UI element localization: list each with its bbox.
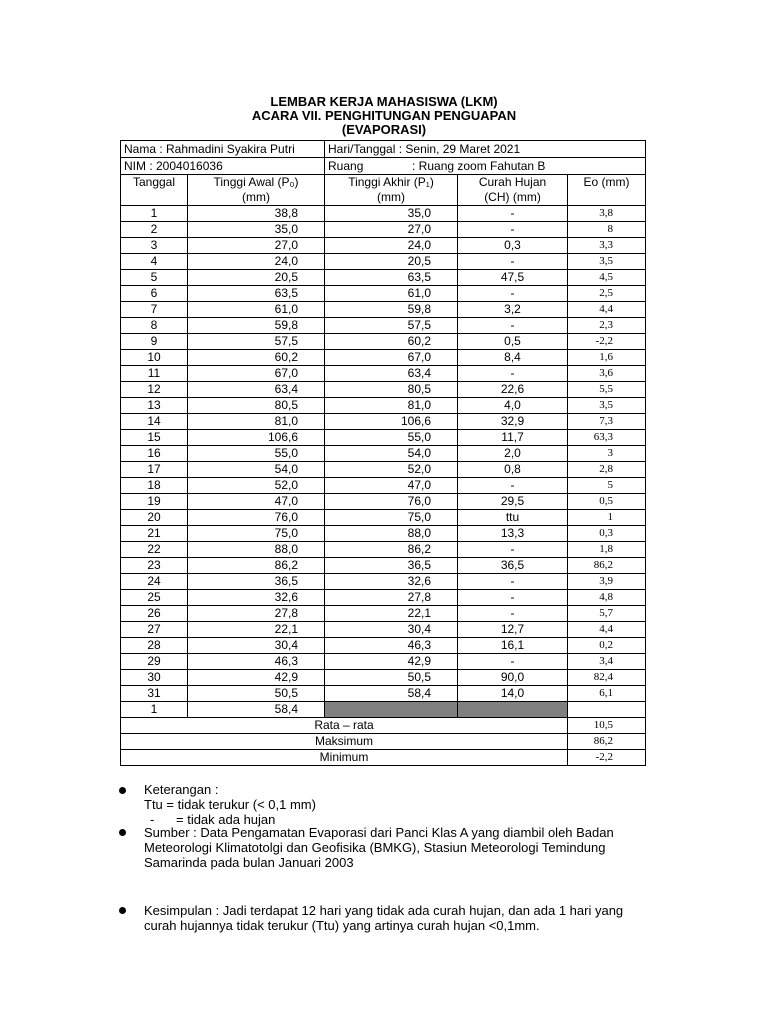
tinggi-akhir-cell: 54,0 — [325, 446, 458, 462]
table-row — [121, 222, 646, 238]
tinggi-akhir-cell: 46,3 — [325, 638, 458, 654]
curah-hujan-cell: 32,9 — [458, 414, 568, 430]
tanggal-cell: 12 — [121, 382, 188, 398]
curah-hujan-cell: 90,0 — [458, 670, 568, 686]
tanggal-cell: 25 — [121, 590, 188, 606]
tinggi-akhir-cell: 60,2 — [325, 334, 458, 350]
tanggal-cell: 30 — [121, 670, 188, 686]
eo-cell: 3,5 — [568, 398, 646, 414]
table-row — [121, 462, 646, 478]
curah-hujan-cell: - — [458, 478, 568, 494]
tinggi-awal-cell: 20,5 — [188, 270, 325, 286]
tinggi-awal-cell: 106,6 — [188, 430, 325, 446]
tinggi-awal-cell: 55,0 — [188, 446, 325, 462]
tinggi-akhir-cell: 67,0 — [325, 350, 458, 366]
curah-hujan-cell: 12,7 — [458, 622, 568, 638]
curah-hujan-cell: 0,5 — [458, 334, 568, 350]
col-curah-hujan: Curah Hujan (CH) (mm) — [458, 175, 568, 206]
tinggi-awal-cell: 47,0 — [188, 494, 325, 510]
tinggi-akhir-cell: 63,4 — [325, 366, 458, 382]
eo-cell: 1 — [568, 510, 646, 526]
tanggal-cell: 15 — [121, 430, 188, 446]
tinggi-akhir-cell: 27,8 — [325, 590, 458, 606]
tinggi-akhir-cell: 32,6 — [325, 574, 458, 590]
tinggi-awal-cell: 52,0 — [188, 478, 325, 494]
eo-cell: 6,1 — [568, 686, 646, 702]
tinggi-akhir-cell: 55,0 — [325, 430, 458, 446]
table-row — [121, 334, 646, 350]
curah-hujan-cell: 22,6 — [458, 382, 568, 398]
table-row — [121, 414, 646, 430]
sumber-text: Sumber : Data Pengamatan Evaporasi dari Panci Klas A yang diambil oleh Badan Meteorologi Klimatotolgi dan Geofisika (BMKG), Stasiun Meteorologi Temindung Samarinda pada bulan Januari 2003 — [144, 825, 614, 870]
bullet-icon — [119, 829, 126, 836]
col-tanggal: Tanggal — [121, 175, 188, 206]
eo-cell: 82,4 — [568, 670, 646, 686]
document-subtitle-2: (EVAPORASI) — [341, 122, 427, 137]
bullet-icon — [119, 787, 126, 794]
curah-hujan-cell: 2,0 — [458, 446, 568, 462]
tinggi-awal-cell: 36,5 — [188, 574, 325, 590]
eo-cell: 7,3 — [568, 414, 646, 430]
nim-cell: NIM : 2004016036 — [121, 158, 325, 175]
tanggal-cell: 16 — [121, 446, 188, 462]
document-subtitle: ACARA VII. PENGHITUNGAN PENGUAPAN — [251, 108, 517, 123]
table-row — [121, 686, 646, 702]
tanggal-cell: 1 — [121, 206, 188, 222]
table-row — [121, 286, 646, 302]
tinggi-akhir-cell: 106,6 — [325, 414, 458, 430]
table-row — [121, 478, 646, 494]
tanggal-cell: 14 — [121, 414, 188, 430]
table-row — [121, 670, 646, 686]
tinggi-awal-cell: 81,0 — [188, 414, 325, 430]
tanggal-cell: 23 — [121, 558, 188, 574]
table-row — [121, 654, 646, 670]
curah-hujan-cell: 16,1 — [458, 638, 568, 654]
eo-cell: 3,3 — [568, 238, 646, 254]
keterangan-title: Keterangan : — [144, 782, 219, 797]
tanggal-cell: 20 — [121, 510, 188, 526]
shaded-cell — [458, 702, 568, 718]
table-row — [121, 638, 646, 654]
tanggal-cell: 8 — [121, 318, 188, 334]
tinggi-akhir-cell: 58,4 — [325, 686, 458, 702]
curah-hujan-cell: - — [458, 318, 568, 334]
tinggi-akhir-cell: 42,9 — [325, 654, 458, 670]
table-row — [121, 558, 646, 574]
table-row — [121, 398, 646, 414]
info-row-2 — [121, 158, 646, 175]
tanggal-cell: 22 — [121, 542, 188, 558]
eo-cell: 86,2 — [568, 558, 646, 574]
eo-cell: 4,5 — [568, 270, 646, 286]
table-row — [121, 206, 646, 222]
table-row — [121, 526, 646, 542]
tinggi-awal-cell: 61,0 — [188, 302, 325, 318]
tanggal-cell: 27 — [121, 622, 188, 638]
eo-cell: 3 — [568, 446, 646, 462]
ruang-value: : Ruang zoom Fahutan B — [412, 158, 546, 173]
tanggal-cell: 24 — [121, 574, 188, 590]
curah-hujan-cell: - — [458, 206, 568, 222]
curah-hujan-cell: - — [458, 366, 568, 382]
col-tinggi-awal: Tinggi Awal (P₀) (mm) — [188, 175, 325, 206]
tanggal-cell: 5 — [121, 270, 188, 286]
tinggi-awal-cell: 86,2 — [188, 558, 325, 574]
table-row — [121, 622, 646, 638]
curah-hujan-cell: ttu — [458, 510, 568, 526]
kesimpulan-text: Kesimpulan : Jadi terdapat 12 hari yang tidak ada curah hujan, dan ada 1 hari yang curah hujannya tidak terukur (Ttu) yang artinya curah hujan <0,1mm. — [144, 903, 624, 933]
tinggi-akhir-cell: 35,0 — [325, 206, 458, 222]
summary-row — [121, 734, 646, 750]
tinggi-akhir-cell: 24,0 — [325, 238, 458, 254]
curah-hujan-cell: 0,8 — [458, 462, 568, 478]
tinggi-awal-cell: 63,5 — [188, 286, 325, 302]
table-row-final — [121, 702, 646, 718]
ruang-cell — [325, 158, 646, 175]
tinggi-awal-cell: 30,4 — [188, 638, 325, 654]
document-title: LEMBAR KERJA MAHASISWA (LKM) — [270, 94, 498, 109]
tinggi-awal-cell: 75,0 — [188, 526, 325, 542]
curah-hujan-cell: - — [458, 286, 568, 302]
eo-cell: 3,6 — [568, 366, 646, 382]
curah-hujan-cell: - — [458, 254, 568, 270]
tinggi-awal-cell: 24,0 — [188, 254, 325, 270]
tinggi-awal-cell: 38,8 — [188, 206, 325, 222]
tanggal-cell: 7 — [121, 302, 188, 318]
tinggi-akhir-cell: 27,0 — [325, 222, 458, 238]
curah-hujan-cell: 14,0 — [458, 686, 568, 702]
tinggi-awal-cell: 58,4 — [188, 702, 325, 718]
shaded-cell — [325, 702, 458, 718]
tinggi-akhir-cell: 22,1 — [325, 606, 458, 622]
tanggal-cell: 13 — [121, 398, 188, 414]
tanggal-cell: 4 — [121, 254, 188, 270]
table-row — [121, 510, 646, 526]
tinggi-awal-cell: 59,8 — [188, 318, 325, 334]
table-row — [121, 318, 646, 334]
tanggal-cell: 26 — [121, 606, 188, 622]
tinggi-akhir-cell: 76,0 — [325, 494, 458, 510]
eo-cell: 5 — [568, 478, 646, 494]
eo-cell: -2,2 — [568, 334, 646, 350]
tinggi-akhir-cell: 52,0 — [325, 462, 458, 478]
empty-cell — [568, 702, 646, 718]
summary-label: Rata – rata — [121, 718, 568, 734]
col-eo: Eo (mm) — [568, 175, 646, 206]
tinggi-awal-cell: 54,0 — [188, 462, 325, 478]
table-row — [121, 542, 646, 558]
tinggi-akhir-cell: 47,0 — [325, 478, 458, 494]
table-row — [121, 574, 646, 590]
tinggi-awal-cell: 32,6 — [188, 590, 325, 606]
tinggi-akhir-cell: 88,0 — [325, 526, 458, 542]
table-row — [121, 270, 646, 286]
tinggi-awal-cell: 76,0 — [188, 510, 325, 526]
curah-hujan-cell: 47,5 — [458, 270, 568, 286]
column-header-row — [121, 175, 646, 206]
tanggal-cell: 29 — [121, 654, 188, 670]
evaporation-table — [120, 140, 646, 766]
tinggi-awal-cell: 63,4 — [188, 382, 325, 398]
table-row — [121, 254, 646, 270]
summary-row — [121, 750, 646, 766]
tinggi-akhir-cell: 86,2 — [325, 542, 458, 558]
ttu-definition: Ttu = tidak terukur (< 0,1 mm) — [144, 797, 316, 812]
summary-row — [121, 718, 646, 734]
curah-hujan-cell: - — [458, 542, 568, 558]
tinggi-awal-cell: 42,9 — [188, 670, 325, 686]
tanggal-cell: 11 — [121, 366, 188, 382]
hari-tanggal-cell: Hari/Tanggal : Senin, 29 Maret 2021 — [325, 141, 646, 158]
tanggal-cell: 6 — [121, 286, 188, 302]
eo-cell: 8 — [568, 222, 646, 238]
table-row — [121, 350, 646, 366]
table-row — [121, 382, 646, 398]
eo-cell: 3,8 — [568, 206, 646, 222]
summary-value: -2,2 — [568, 750, 646, 766]
tanggal-cell: 17 — [121, 462, 188, 478]
table-row — [121, 302, 646, 318]
tanggal-cell: 31 — [121, 686, 188, 702]
tanggal-cell: 2 — [121, 222, 188, 238]
eo-cell: 5,5 — [568, 382, 646, 398]
tinggi-akhir-cell: 50,5 — [325, 670, 458, 686]
tinggi-akhir-cell: 75,0 — [325, 510, 458, 526]
summary-value: 86,2 — [568, 734, 646, 750]
tinggi-akhir-cell: 36,5 — [325, 558, 458, 574]
curah-hujan-cell: 8,4 — [458, 350, 568, 366]
tanggal-cell: 18 — [121, 478, 188, 494]
tinggi-akhir-cell: 30,4 — [325, 622, 458, 638]
tinggi-akhir-cell: 80,5 — [325, 382, 458, 398]
keterangan-block — [144, 782, 674, 827]
eo-cell: 4,4 — [568, 302, 646, 318]
eo-cell: 0,5 — [568, 494, 646, 510]
dash-definition: - = tidak ada hujan — [150, 812, 276, 827]
eo-cell: 0,3 — [568, 526, 646, 542]
tinggi-awal-cell: 50,5 — [188, 686, 325, 702]
table-row — [121, 494, 646, 510]
tanggal-cell: 21 — [121, 526, 188, 542]
tinggi-akhir-cell: 57,5 — [325, 318, 458, 334]
curah-hujan-cell: - — [458, 574, 568, 590]
tinggi-awal-cell: 27,8 — [188, 606, 325, 622]
eo-cell: 63,3 — [568, 430, 646, 446]
tinggi-awal-cell: 67,0 — [188, 366, 325, 382]
eo-cell: 1,6 — [568, 350, 646, 366]
tinggi-akhir-cell: 59,8 — [325, 302, 458, 318]
tinggi-awal-cell: 27,0 — [188, 238, 325, 254]
tanggal-cell: 1 — [121, 702, 188, 718]
tinggi-awal-cell: 22,1 — [188, 622, 325, 638]
tinggi-akhir-cell: 20,5 — [325, 254, 458, 270]
info-row-1 — [121, 141, 646, 158]
curah-hujan-cell: - — [458, 590, 568, 606]
eo-cell: 2,3 — [568, 318, 646, 334]
tinggi-akhir-cell: 81,0 — [325, 398, 458, 414]
table-row — [121, 606, 646, 622]
table-row — [121, 446, 646, 462]
tinggi-awal-cell: 46,3 — [188, 654, 325, 670]
summary-value: 10,5 — [568, 718, 646, 734]
tanggal-cell: 28 — [121, 638, 188, 654]
tanggal-cell: 9 — [121, 334, 188, 350]
tinggi-akhir-cell: 63,5 — [325, 270, 458, 286]
summary-label: Maksimum — [121, 734, 568, 750]
curah-hujan-cell: 4,0 — [458, 398, 568, 414]
tinggi-awal-cell: 57,5 — [188, 334, 325, 350]
curah-hujan-cell: - — [458, 222, 568, 238]
curah-hujan-cell: - — [458, 606, 568, 622]
table-row — [121, 590, 646, 606]
curah-hujan-cell: 29,5 — [458, 494, 568, 510]
ruang-label: Ruang — [328, 158, 364, 173]
tinggi-awal-cell: 60,2 — [188, 350, 325, 366]
table-row — [121, 430, 646, 446]
eo-cell: 4,4 — [568, 622, 646, 638]
eo-cell: 2,5 — [568, 286, 646, 302]
table-row — [121, 366, 646, 382]
tinggi-awal-cell: 35,0 — [188, 222, 325, 238]
eo-cell: 1,8 — [568, 542, 646, 558]
tinggi-awal-cell: 88,0 — [188, 542, 325, 558]
eo-cell: 5,7 — [568, 606, 646, 622]
tanggal-cell: 3 — [121, 238, 188, 254]
curah-hujan-cell: - — [458, 654, 568, 670]
tinggi-awal-cell: 80,5 — [188, 398, 325, 414]
eo-cell: 2,8 — [568, 462, 646, 478]
eo-cell: 0,2 — [568, 638, 646, 654]
nama-cell: Nama : Rahmadini Syakira Putri — [121, 141, 325, 158]
col-tinggi-akhir: Tinggi Akhir (P₁) (mm) — [325, 175, 458, 206]
bullet-icon — [119, 907, 126, 914]
summary-label: Minimum — [121, 750, 568, 766]
tanggal-cell: 19 — [121, 494, 188, 510]
eo-cell: 3,5 — [568, 254, 646, 270]
curah-hujan-cell: 11,7 — [458, 430, 568, 446]
table-row — [121, 238, 646, 254]
curah-hujan-cell: 0,3 — [458, 238, 568, 254]
eo-cell: 3,9 — [568, 574, 646, 590]
tinggi-akhir-cell: 61,0 — [325, 286, 458, 302]
curah-hujan-cell: 3,2 — [458, 302, 568, 318]
tanggal-cell: 10 — [121, 350, 188, 366]
eo-cell: 4,8 — [568, 590, 646, 606]
eo-cell: 3,4 — [568, 654, 646, 670]
curah-hujan-cell: 36,5 — [458, 558, 568, 574]
curah-hujan-cell: 13,3 — [458, 526, 568, 542]
